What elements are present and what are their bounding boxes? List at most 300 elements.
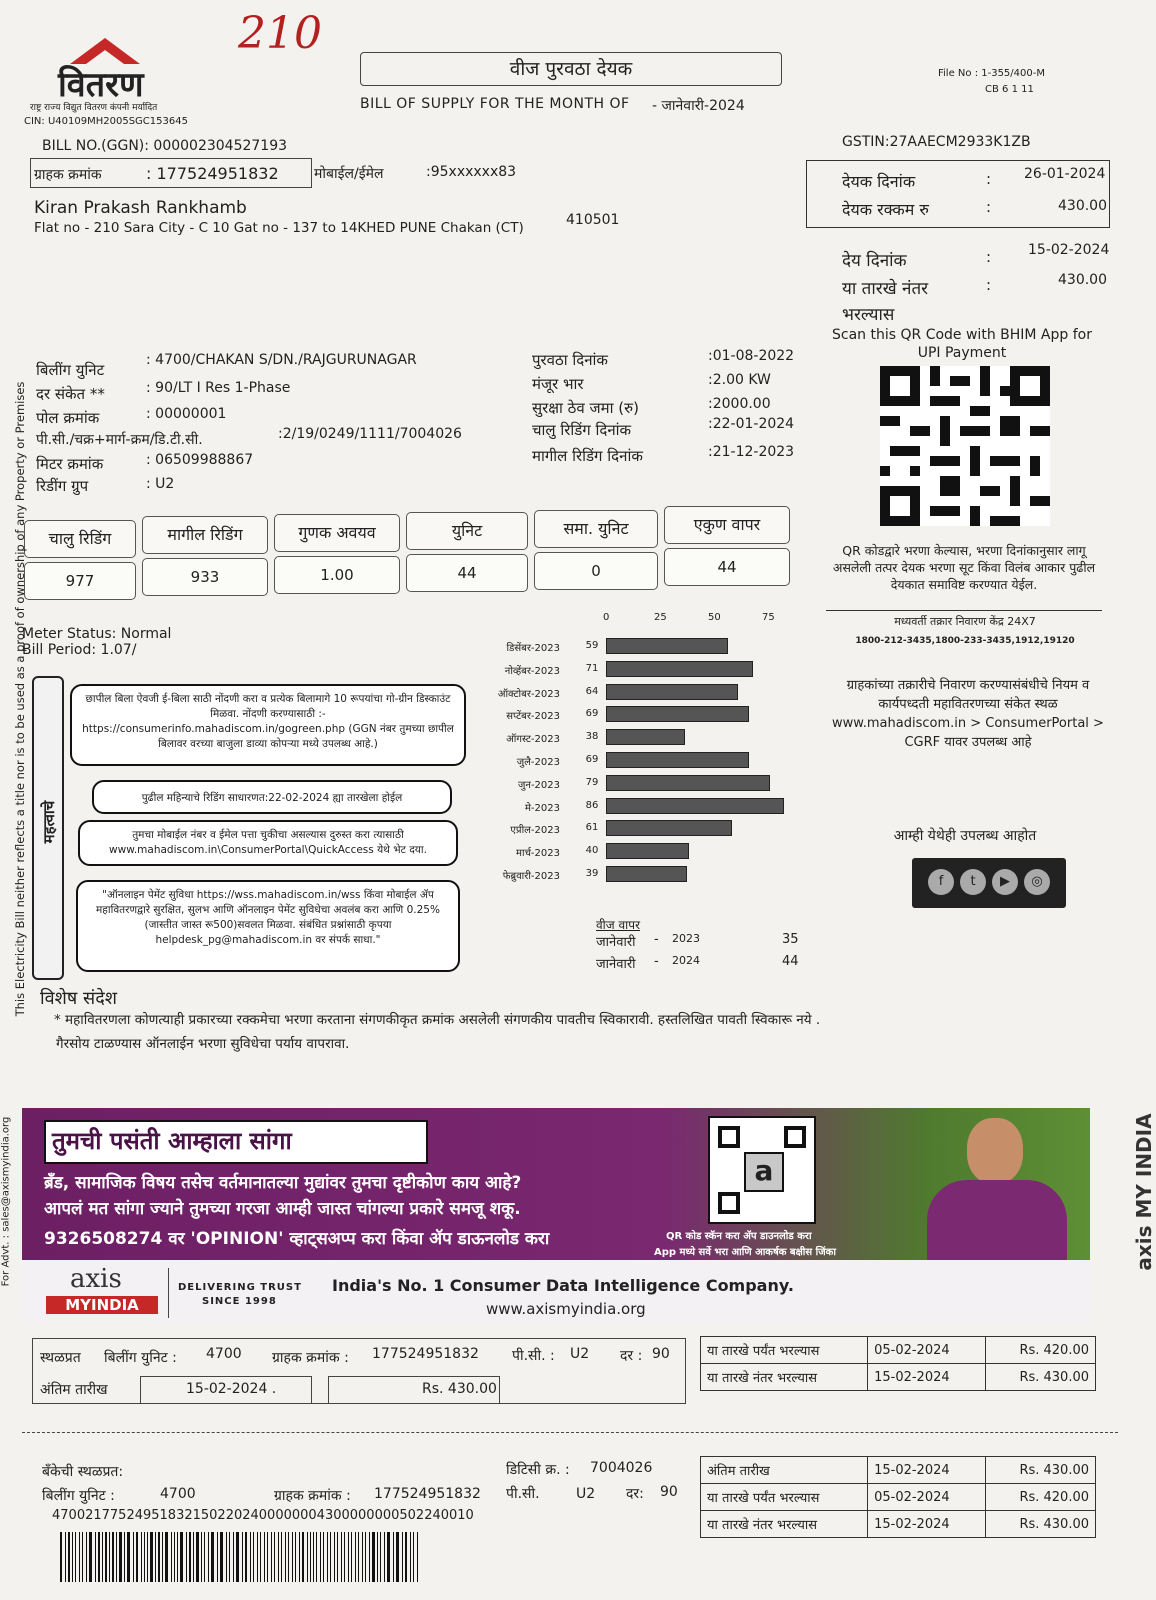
barcode-number: 470021775249518321502202400000004300000000502240010 <box>52 1508 474 1523</box>
barcode-bar <box>201 1532 202 1582</box>
bar-value-label: 69 <box>585 754 599 765</box>
stub2-consumer-label: ग्राहक क्रमांक : <box>274 1488 351 1504</box>
consumption-bar <box>606 661 753 677</box>
trust-line-1: DELIVERING TRUST <box>178 1282 302 1293</box>
bar-category-label: जुलै-2023 <box>516 757 560 768</box>
x-tick-0: 0 <box>603 612 610 623</box>
barcode-bar <box>127 1532 130 1582</box>
stub1-row2-date: 15-02-2024 <box>868 1364 986 1391</box>
bar-value-label: 69 <box>585 708 599 720</box>
x-tick-75: 75 <box>762 612 775 623</box>
usage-month: जानेवारी <box>596 935 636 950</box>
barcode-bar <box>365 1532 366 1582</box>
bar-category-label: मे-2023 <box>524 802 560 814</box>
logo-divider <box>168 1268 169 1318</box>
trust-line-2: SINCE 1998 <box>202 1296 277 1307</box>
barcode-bar <box>377 1532 378 1582</box>
usage-value: 44 <box>782 954 799 969</box>
usage-dash: - <box>654 954 659 969</box>
barcode-bar <box>393 1532 394 1582</box>
billing-unit-label: बिलींग युनिट <box>36 361 105 379</box>
consumption-bar <box>606 798 784 814</box>
barcode-bar <box>242 1532 243 1582</box>
barcode-bar <box>320 1532 321 1582</box>
stub2-dtc: 7004026 <box>590 1460 653 1476</box>
barcode-bar <box>174 1532 175 1582</box>
due-date-label: देय दिनांक <box>842 251 907 271</box>
usage-year: 2023 <box>672 932 700 945</box>
barcode-bar <box>211 1532 214 1582</box>
ad-url[interactable]: www.axismyindia.org <box>486 1300 646 1318</box>
barcode-bar <box>68 1532 70 1582</box>
barcode-bar <box>109 1532 110 1582</box>
bar-value-label: 86 <box>585 799 599 811</box>
ownership-disclaimer: This Electricity Bill neither reflects a title nor is to be used as a proof of ownership of any Property or Premises <box>13 381 27 1017</box>
payment-barcode <box>60 1532 420 1582</box>
consumption-bar <box>606 866 687 882</box>
barcode-bar <box>147 1532 148 1582</box>
after-date-colon: : <box>986 276 992 294</box>
notice-update-contact: तुमचा मोबाईल नंबर व ईमेल पत्ता चुकीचा असल्यास दुरुस्त करा त्यासाठी www.mahadiscom.in\ConsumerPortal\QuickAccess येथे भेट दया. <box>78 820 458 866</box>
stub1-payment-table <box>700 1336 1096 1391</box>
barcode-bar <box>369 1532 370 1582</box>
bill-amount-colon: : <box>986 198 992 216</box>
barcode-bar <box>105 1532 107 1582</box>
barcode-bar <box>313 1532 314 1582</box>
barcode-bar <box>208 1532 209 1582</box>
barcode-bar <box>196 1532 199 1582</box>
stub2-row1-date: 15-02-2024 <box>868 1457 986 1484</box>
barcode-bar <box>285 1532 286 1582</box>
stub1-unit-label: बिलींग युनिट : <box>104 1350 177 1366</box>
ad-footer <box>22 1260 1090 1324</box>
meter-status: Meter Status: Normal <box>22 626 172 642</box>
bar-category-label: ऑक्टोबर-2023 <box>497 688 560 700</box>
stub1-local-label: स्थळप्रत <box>40 1350 81 1366</box>
pc-label: पी.सी./चक्र+मार्ग-क्रम/डि.टी.सी. <box>36 432 203 448</box>
handwritten-note: 210 <box>238 8 322 59</box>
tariff-label: दर संकेत ** <box>36 385 105 403</box>
stub1-row1-amount: Rs. 420.00 <box>986 1337 1096 1364</box>
special-message-text-2: गैरसोय टाळण्यास ऑनलाईन भरणा सुविधेचा पर्याय वापरावा. <box>56 1036 350 1052</box>
stub2-dtc-label: डिटिसी क्र. : <box>506 1462 570 1478</box>
barcode-bar <box>177 1532 178 1582</box>
stub2-row3-date: 15-02-2024 <box>868 1511 986 1538</box>
barcode-bar <box>65 1532 66 1582</box>
barcode-bar <box>236 1532 239 1582</box>
mobile-label: मोबाईल/ईमेल <box>314 166 384 182</box>
table-row <box>701 1484 1096 1511</box>
barcode-bar <box>186 1532 187 1582</box>
barcode-bar <box>98 1532 100 1582</box>
ad-qr-note-2: App मध्ये सर्वे भरा आणि आकर्षक बक्षीस जिंका <box>654 1247 836 1258</box>
header-units: युनिट <box>406 512 528 550</box>
barcode-bar <box>351 1532 352 1582</box>
axis-vertical-brand: axis MY INDIA <box>1132 1113 1156 1271</box>
barcode-bar <box>337 1532 338 1582</box>
barcode-bar <box>410 1532 411 1582</box>
special-message-title: विशेष संदेश <box>40 988 118 1009</box>
bar-value-label: 61 <box>585 822 599 834</box>
bar-value-label: 59 <box>585 640 599 651</box>
table-row <box>701 1364 1096 1391</box>
gstin: GSTIN:27AAECM2933K1ZB <box>842 134 1031 150</box>
barcode-bar <box>193 1532 194 1582</box>
barcode-bar <box>274 1532 275 1582</box>
barcode-bar <box>124 1532 125 1582</box>
ad-person-image <box>922 1118 1072 1260</box>
barcode-bar <box>387 1532 390 1582</box>
barcode-bar <box>72 1532 73 1582</box>
facebook-icon[interactable]: f <box>928 869 954 895</box>
barcode-bar <box>384 1532 385 1582</box>
barcode-bar <box>323 1532 324 1582</box>
mobile-number: :95xxxxxx83 <box>426 164 517 180</box>
pole-number: : 00000001 <box>146 406 227 422</box>
barcode-bar <box>330 1532 331 1582</box>
consumer-name: Kiran Prakash Rankhamb <box>34 198 247 218</box>
advt-contact: For Advt. : sales@axismyindia.org <box>0 1116 12 1287</box>
barcode-bar <box>204 1532 205 1582</box>
table-row <box>701 1337 1096 1364</box>
barcode-bar <box>344 1532 345 1582</box>
barcode-bar <box>86 1532 87 1582</box>
stub2-payment-table <box>700 1456 1096 1538</box>
qr-title: Scan this QR Code with BHIM App for UPI Payment <box>832 327 1092 361</box>
barcode-bar <box>180 1532 183 1582</box>
barcode-bar <box>402 1532 403 1582</box>
bar-category-label: जुन-2023 <box>517 779 560 791</box>
bar-value-label: 79 <box>585 776 599 788</box>
consumption-chart <box>497 612 810 902</box>
barcode-bar <box>316 1532 317 1582</box>
bar-value-label: 64 <box>585 685 599 697</box>
security-deposit: :2000.00 <box>708 396 771 412</box>
barcode-bar <box>348 1532 349 1582</box>
table-row <box>701 1457 1096 1484</box>
barcode-bar <box>229 1532 230 1582</box>
stub2-row1-label: अंतिम तारीख <box>701 1457 868 1484</box>
social-title: आम्ही येथेही उपलब्ध आहोत <box>893 828 1037 844</box>
barcode-bar <box>136 1532 138 1582</box>
barcode-bar <box>60 1532 62 1582</box>
ad-qr-code[interactable] <box>708 1116 816 1224</box>
stub1-consumer: 177524951832 <box>372 1346 479 1362</box>
ad-line-3: 9326508274 वर 'OPINION' व्हाट्सअप्प करा किंवा ॲप डाऊनलोड करा <box>44 1229 550 1249</box>
bar-value-label: 71 <box>585 662 599 674</box>
ad-line-1: ब्रँड, सामाजिक विषय तसेच वर्तमानातल्या मुद्यांवर तुमचा दृष्टीकोण काय आहे? <box>44 1173 522 1193</box>
stub1-rate-label: दर : <box>620 1348 643 1364</box>
header-current-reading: चालु रिडिंग <box>24 520 136 558</box>
file-sub: CB 6 1 11 <box>985 84 1034 95</box>
deposit-label: सुरक्षा ठेव जमा (रु) <box>532 399 639 417</box>
stub2-pc: U2 <box>576 1486 596 1502</box>
file-number: File No : 1-355/400-M <box>938 68 1045 79</box>
stub1-unit: 4700 <box>206 1346 242 1362</box>
barcode-bar <box>271 1532 272 1582</box>
billing-unit: : 4700/CHAKAN S/DN./RAJGURUNAGAR <box>146 352 417 368</box>
barcode-bar <box>250 1532 251 1582</box>
barcode-bar <box>217 1532 218 1582</box>
barcode-bar <box>405 1532 407 1582</box>
grievance-rules: ग्राहकांच्या तक्रारीचे निवारण करण्यासंबंधीचे नियम व कार्यपध्दती महावितरणच्या संकेत स्थळ www.mahadiscom.in > ConsumerPortal > CGRF यावर उपलब्ध आहे <box>832 678 1104 750</box>
stub1-row1-date: 05-02-2024 <box>868 1337 986 1364</box>
barcode-bar <box>292 1532 293 1582</box>
upi-qr-code[interactable] <box>880 366 1050 526</box>
supply-date: :01-08-2022 <box>708 348 795 364</box>
barcode-bar <box>253 1532 254 1582</box>
previous-reading-date: :21-12-2023 <box>708 444 795 460</box>
stub1-row1-label: या तारखे पर्यंत भरल्यास <box>701 1337 868 1364</box>
barcode-bar <box>302 1532 304 1582</box>
barcode-bar <box>310 1532 311 1582</box>
stub2-rate-label: दर: <box>626 1486 644 1502</box>
barcode-bar <box>112 1532 114 1582</box>
consumption-bar <box>606 638 728 654</box>
consumer-number-label: ग्राहक क्रमांक <box>34 167 102 183</box>
barcode-bar <box>245 1532 247 1582</box>
app-logo-icon: a <box>744 1152 784 1192</box>
barcode-bar <box>119 1532 122 1582</box>
bar-value-label: 40 <box>585 845 599 857</box>
grievance-divider <box>826 610 1102 611</box>
x-tick-25: 25 <box>654 612 667 623</box>
notice-side-label: महत्वाचे <box>40 800 58 844</box>
bar-category-label: मार्च-2023 <box>516 848 560 860</box>
value-adjusted-units: 0 <box>534 552 658 590</box>
qr-note: QR कोडद्वारे भरणा केल्यास, भरणा दिनांकानुसार लागू असलेली तत्पर देयक भरणा सूट किंवा विलंब आकार पुढील देयकात समाविष्ट करण्यात येईल. <box>832 543 1096 592</box>
usage-year: 2024 <box>672 954 700 967</box>
usage-dash: - <box>654 932 659 947</box>
after-date-amount: 430.00 <box>1058 272 1107 288</box>
stub2-consumer: 177524951832 <box>374 1486 481 1502</box>
usage-month: जानेवारी <box>596 957 636 972</box>
barcode-bar <box>257 1532 258 1582</box>
stub2-pc-label: पी.सी. <box>506 1486 540 1502</box>
after-date-label-2: भरल्यास <box>842 305 895 325</box>
barcode-bar <box>260 1532 261 1582</box>
grievance-title: मध्यवर्ती तक्रार निवारण केंद्र 24X7 <box>894 615 1036 628</box>
barcode-bar <box>102 1532 103 1582</box>
barcode-bar <box>220 1532 223 1582</box>
consumption-bar <box>606 820 732 836</box>
usage-compare-title: वीज वापर <box>596 918 641 932</box>
consumption-bar <box>606 684 738 700</box>
barcode-bar <box>417 1532 418 1582</box>
usage-row-2024 <box>596 954 806 972</box>
barcode-bar <box>116 1532 117 1582</box>
load-label: मंजूर भार <box>532 375 584 393</box>
stub1-last-date-label: अंतिम तारीख <box>40 1382 108 1398</box>
stub2-bank-label: बँकेची स्थळप्रत: <box>42 1464 124 1480</box>
barcode-bar <box>82 1532 83 1582</box>
bill-amount-label: देयक रक्कम रु <box>842 200 929 219</box>
barcode-bar <box>341 1532 342 1582</box>
cin-number: CIN: U40109MH2005SGC153645 <box>24 116 188 127</box>
consumer-number: : 177524951832 <box>146 164 279 183</box>
bill-period: Bill Period: 1.07/ <box>22 642 137 658</box>
stub1-rate: 90 <box>652 1346 670 1362</box>
special-message-text: * महावितरणला कोणत्याही प्रकारच्या रक्कमेचा भरणा करताना संगणकीकृत क्रमांक असलेली संगणकीय पावतीच स्विकारावी. हस्तलिखित पावती स्विकारू नये . <box>54 1012 821 1028</box>
reading-group: : U2 <box>146 476 175 492</box>
barcode-bar <box>189 1532 191 1582</box>
barcode-bar <box>307 1532 308 1582</box>
bill-date-label: देयक दिनांक <box>842 172 916 191</box>
bill-date: 26-01-2024 <box>1024 166 1106 182</box>
barcode-bar <box>141 1532 142 1582</box>
barcode-bar <box>133 1532 134 1582</box>
consumption-bar <box>606 775 770 791</box>
notice-gogreen: छापील बिला ऐवजी ई-बिला साठी नोंदणी करा व प्रत्येक बिलामागे 10 रूपयांचा गो-ग्रीन डिस्काउंट मिळवा. नोंदणी करण्यासाठी :- https://consumerinfo.mahadiscom.in/gogreen.php (GGN नंबर तुमच्या छापील बिलावर वरच्या बाजुला डाव्या कोपऱ्या मध्ये उपलब्ध आहे.) <box>70 684 466 766</box>
axis-logo-myindia: MYINDIA <box>46 1296 158 1314</box>
logo-text: वितरण <box>58 65 144 105</box>
advertisement-banner[interactable] <box>22 1108 1090 1260</box>
bill-number: BILL NO.(GGN): 000002304527193 <box>42 138 288 154</box>
grievance-phones: 1800-212-3435,1800-233-3435,1912,19120 <box>855 636 1075 646</box>
consumer-address: Flat no - 210 Sara City - C 10 Gat no - 137 to 14KHED PUNE Chakan (CT) <box>34 220 524 236</box>
header-total-consumption: एकुण वापर <box>664 506 790 544</box>
consumption-bar <box>606 729 685 745</box>
stub1-pc: U2 <box>570 1346 590 1362</box>
bill-title-english: BILL OF SUPPLY FOR THE MONTH OF <box>360 96 630 112</box>
due-date: 15-02-2024 <box>1028 242 1110 258</box>
value-previous-reading: 933 <box>142 558 268 596</box>
barcode-bar <box>171 1532 172 1582</box>
ad-line-2: आपलं मत सांगा ज्याने तुमच्या गरजा आम्ही जास्त चांगल्या प्रकारे समजू शकू. <box>44 1199 521 1219</box>
stub1-consumer-label: ग्राहक क्रमांक : <box>272 1350 349 1366</box>
company-subtitle: राष्ट्र राज्य विद्युत वितरण कंपनी मर्यादित <box>30 103 158 113</box>
consumer-pin: 410501 <box>566 212 620 228</box>
usage-value: 35 <box>782 932 799 947</box>
barcode-bar <box>288 1532 289 1582</box>
barcode-bar <box>158 1532 160 1582</box>
x-tick-50: 50 <box>708 612 721 623</box>
stub1-row2-label: या तारखे नंतर भरल्यास <box>701 1364 868 1391</box>
barcode-bar <box>278 1532 279 1582</box>
consumption-bar <box>606 752 749 768</box>
value-current-reading: 977 <box>24 562 136 600</box>
axis-logo-text: axis <box>70 1264 122 1294</box>
stub1-last-date: 15-02-2024 . <box>186 1381 277 1397</box>
pc-value: :2/19/0249/1111/7004026 <box>278 426 462 442</box>
stub2-row2-date: 05-02-2024 <box>868 1484 986 1511</box>
bar-category-label: ऑगस्ट-2023 <box>506 734 560 746</box>
bill-title-marathi: वीज पुरवठा देयक <box>509 58 633 80</box>
current-reading-date-label: चालु रिडिंग दिनांक <box>532 421 632 439</box>
header-previous-reading: मागील रिडिंग <box>142 516 268 554</box>
ad-tagline: India's No. 1 Consumer Data Intelligence Company. <box>332 1276 794 1295</box>
barcode-bar <box>226 1532 227 1582</box>
barcode-bar <box>150 1532 153 1582</box>
twitter-icon[interactable]: t <box>960 869 986 895</box>
barcode-bar <box>264 1532 265 1582</box>
consumption-bar <box>606 843 689 859</box>
barcode-bar <box>165 1532 168 1582</box>
stub2-row2-amount: Rs. 420.00 <box>986 1484 1096 1511</box>
table-row <box>701 1511 1096 1538</box>
due-date-colon: : <box>986 248 992 266</box>
stub1-amount: Rs. 430.00 <box>422 1381 497 1397</box>
stub2-unit-label: बिलींग युनिट : <box>42 1488 115 1504</box>
stub2-row3-label: या तारखे नंतर भरल्यास <box>701 1511 868 1538</box>
barcode-bar <box>155 1532 156 1582</box>
barcode-bar <box>233 1532 234 1582</box>
barcode-bar <box>95 1532 96 1582</box>
instagram-icon[interactable]: ◎ <box>1024 869 1050 895</box>
barcode-bar <box>327 1532 328 1582</box>
value-multiplying-factor: 1.00 <box>274 556 400 594</box>
bill-month: - जानेवारी-2024 <box>652 98 745 114</box>
barcode-bar <box>299 1532 300 1582</box>
barcode-bar <box>267 1532 268 1582</box>
value-total-consumption: 44 <box>664 548 790 586</box>
meter-label: मिटर क्रमांक <box>36 455 104 473</box>
tariff: : 90/LT I Res 1-Phase <box>146 380 291 396</box>
barcode-bar <box>355 1532 356 1582</box>
barcode-bar <box>162 1532 163 1582</box>
barcode-bar <box>362 1532 363 1582</box>
stub2-unit: 4700 <box>160 1486 196 1502</box>
header-multiplying-factor: गुणक अवयव <box>274 514 400 552</box>
stub2-row3-amount: Rs. 430.00 <box>986 1511 1096 1538</box>
barcode-bar <box>380 1532 381 1582</box>
bill-date-colon: : <box>986 170 992 188</box>
barcode-bar <box>281 1532 282 1582</box>
barcode-bar <box>144 1532 145 1582</box>
barcode-bar <box>358 1532 359 1582</box>
usage-row-2023 <box>596 932 806 950</box>
stub2-row2-label: या तारखे पर्यंत भरल्यास <box>701 1484 868 1511</box>
reading-group-label: रिडींग ग्रुप <box>36 477 89 495</box>
social-links <box>912 858 1066 908</box>
barcode-bar <box>372 1532 375 1582</box>
stub2-rate: 90 <box>660 1484 678 1500</box>
barcode-bar <box>334 1532 335 1582</box>
bar-category-label: नोव्हेंबर-2023 <box>504 665 560 677</box>
after-date-label: या तारखे नंतर <box>842 279 929 299</box>
ad-qr-note-1: QR कोड स्कॅन करा ॲप डाउनलोड करा <box>666 1231 812 1242</box>
bar-value-label: 39 <box>585 868 599 879</box>
bill-title-box <box>360 52 782 86</box>
barcode-bar <box>413 1532 414 1582</box>
youtube-icon[interactable]: ▶ <box>992 869 1018 895</box>
ad-headline: तुमची पसंती आम्हाला सांगा <box>52 1127 292 1155</box>
header-adjusted-units: समा. युनिट <box>534 510 658 548</box>
barcode-bar <box>79 1532 80 1582</box>
stub1-pc-label: पी.सी. : <box>512 1348 555 1364</box>
previous-reading-date-label: मागील रिडिंग दिनांक <box>532 447 643 465</box>
stub2-row1-amount: Rs. 430.00 <box>986 1457 1096 1484</box>
stub1-row2-amount: Rs. 430.00 <box>986 1364 1096 1391</box>
supply-date-label: पुरवठा दिनांक <box>532 351 608 369</box>
sanctioned-load: :2.00 KW <box>708 372 771 388</box>
bar-category-label: फेब्रुवारी-2023 <box>502 871 560 882</box>
current-reading-date: :22-01-2024 <box>708 416 795 432</box>
notice-next-reading: पुढील महिन्याचे रिडिंग साधारणत:22-02-2024 ह्या तारखेला होईल <box>92 780 452 814</box>
barcode-bar <box>89 1532 92 1582</box>
notice-online-payment: "ऑनलाइन पेमेंट सुविधा https://wss.mahadiscom.in/wss किंवा मोबाईल ॲप महावितरणद्वारे सुरक्षित, सुलभ आणि ऑनलाइन पेमेंट सुविधेचा अवलंब करा आणि 0.25%(जास्तीत जास्त रू500)सवलत मिळवा. संबंधित प्रश्नांसाठी कृपया helpdesk_pg@mahadiscom.in वर संपर्क साधा." <box>76 880 460 972</box>
bar-category-label: डिसेंबर-2023 <box>506 643 560 654</box>
cut-line <box>22 1432 1118 1433</box>
meter-number: : 06509988867 <box>146 452 254 468</box>
consumption-bar <box>606 706 749 722</box>
pole-label: पोल क्रमांक <box>36 409 100 427</box>
barcode-bar <box>295 1532 296 1582</box>
value-units: 44 <box>406 554 528 592</box>
bill-amount: 430.00 <box>1058 198 1107 214</box>
bar-category-label: सप्टेंबर-2023 <box>506 711 560 723</box>
bar-value-label: 38 <box>585 731 599 743</box>
